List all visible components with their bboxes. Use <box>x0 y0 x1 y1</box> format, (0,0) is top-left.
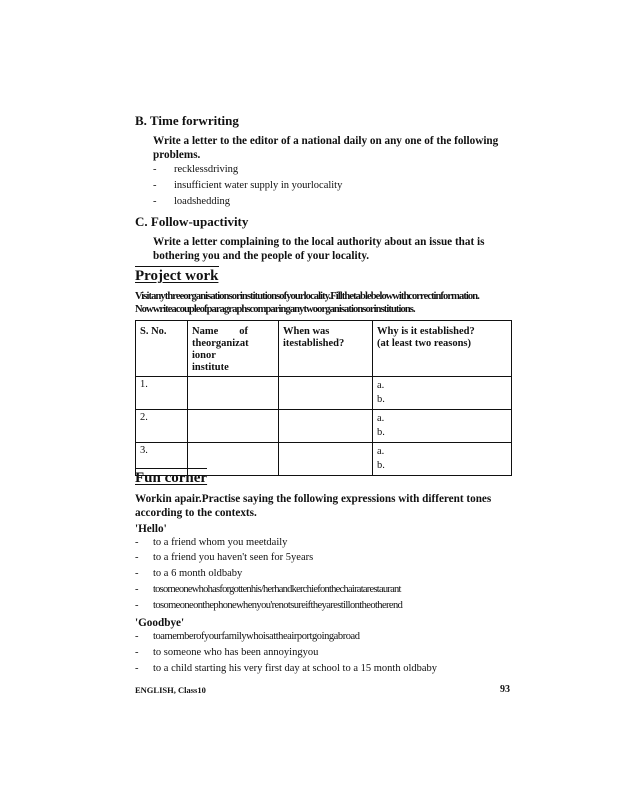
header-sno: S. No. <box>136 321 188 377</box>
goodbye-item-text: toamemberofyourfamilywhoisattheairportgoingabroad <box>153 631 360 642</box>
project-instruction-line2: Nowwriteacoupleofparagraphscomparinganytwoorganisationsorinstitutions. <box>135 304 415 315</box>
section-b-item-text: insufficient water supply in yourlocality <box>174 180 343 191</box>
bullet-dash: - <box>135 584 139 595</box>
hello-item <box>135 600 515 614</box>
bullet-dash: - <box>135 552 139 563</box>
row-reason-a: a. <box>377 446 385 457</box>
goodbye-item-text: to a child starting his very first day at school to a 15 month oldbaby <box>153 663 438 674</box>
goodbye-item <box>135 663 515 677</box>
fun-top-rule <box>135 468 207 469</box>
section-b-item-text: loadshedding <box>174 196 230 207</box>
hello-item-text: tosomeoneonthephonewhenyou'renotsureiftheyarestillontheotherend <box>153 600 403 611</box>
row-why-cell <box>373 443 512 476</box>
goodbye-item-text: to someone who has been annoyingyou <box>153 647 319 658</box>
goodbye-item <box>135 647 515 661</box>
row-name-cell <box>188 410 279 443</box>
header-name <box>188 321 279 377</box>
row-reason-b: b. <box>377 460 385 471</box>
section-b-title: B. Time forwriting <box>135 113 239 128</box>
bullet-dash: - <box>153 180 157 191</box>
section-c-instruction-line2: bothering you and the people of your locality. <box>153 250 370 262</box>
hello-label: 'Hello' <box>135 523 167 535</box>
bullet-dash: - <box>135 631 139 642</box>
section-c-instruction-line1: Write a letter complaining to the local authority about an issue that is <box>153 236 485 248</box>
row-when-cell <box>279 410 373 443</box>
header-when-line1: When was <box>283 326 330 337</box>
fun-intro-line1: Workin apair.Practise saying the following expressions with different tones <box>135 493 492 505</box>
header-name-line1: Name of <box>192 326 248 337</box>
hello-item <box>135 584 515 598</box>
header-why-line2: (at least two reasons) <box>377 338 471 349</box>
goodbye-label: 'Goodbye' <box>135 617 185 629</box>
section-b-item <box>153 180 513 194</box>
project-table <box>135 320 512 476</box>
row-when-cell <box>279 377 373 410</box>
row-sno: 1. <box>136 377 188 410</box>
header-why-line1: Why is it established? <box>377 326 475 337</box>
section-b-item <box>153 196 513 210</box>
row-when-cell <box>279 443 373 476</box>
section-b-item <box>153 164 513 178</box>
hello-item-text: to a friend you haven't seen for 5years <box>153 552 314 563</box>
hello-item-text: tosomeonewhohasforgottenhis/herhandkerchiefonthechairatarestaurant <box>153 584 401 595</box>
goodbye-item <box>135 631 515 645</box>
bullet-dash: - <box>135 600 139 611</box>
table-row <box>136 377 512 410</box>
section-b-item-text: recklessdriving <box>174 164 239 175</box>
bullet-dash: - <box>153 164 157 175</box>
hello-item <box>135 552 515 566</box>
section-b-instruction-line2: problems. <box>153 149 201 161</box>
row-name-cell <box>188 377 279 410</box>
row-reason-a: a. <box>377 380 385 391</box>
fun-intro-line2: according to the contexts. <box>135 507 257 519</box>
row-why-cell <box>373 377 512 410</box>
row-sno: 2. <box>136 410 188 443</box>
hello-item <box>135 537 515 551</box>
project-top-rule <box>135 266 219 267</box>
section-b-instruction-line1: Write a letter to the editor of a national daily on any one of the following <box>153 135 499 147</box>
bullet-dash: - <box>135 537 139 548</box>
header-name-line3: ionor <box>192 350 216 361</box>
project-instruction-line1: Visitanythreeorganisationsorinstitutionsofyourlocality.Fillthetablebelow with correct information. <box>135 291 479 302</box>
hello-item <box>135 568 515 582</box>
row-reason-b: b. <box>377 394 385 405</box>
fun-heading: Fun corner <box>135 470 208 486</box>
hello-item-text: to a 6 month oldbaby <box>153 568 243 579</box>
header-when-line2: itestablished? <box>283 338 345 349</box>
row-sno: 3. <box>136 443 188 476</box>
page-number: 93 <box>500 684 510 695</box>
bullet-dash: - <box>153 196 157 207</box>
bullet-dash: - <box>135 568 139 579</box>
project-heading: Project work <box>135 268 219 284</box>
row-reason-a: a. <box>377 413 385 424</box>
header-why <box>373 321 512 377</box>
header-name-line2: theorganizat <box>192 338 249 349</box>
footer-book-title: ENGLISH, Class10 <box>135 685 206 695</box>
header-when <box>279 321 373 377</box>
hello-item-text: to a friend whom you meetdaily <box>153 537 288 548</box>
bullet-dash: - <box>135 647 139 658</box>
table-row <box>136 410 512 443</box>
bullet-dash: - <box>135 663 139 674</box>
row-why-cell <box>373 410 512 443</box>
header-name-line4: institute <box>192 362 229 373</box>
section-c-title: C. Follow-upactivity <box>135 214 249 229</box>
table-header-row <box>136 321 512 377</box>
row-reason-b: b. <box>377 427 385 438</box>
